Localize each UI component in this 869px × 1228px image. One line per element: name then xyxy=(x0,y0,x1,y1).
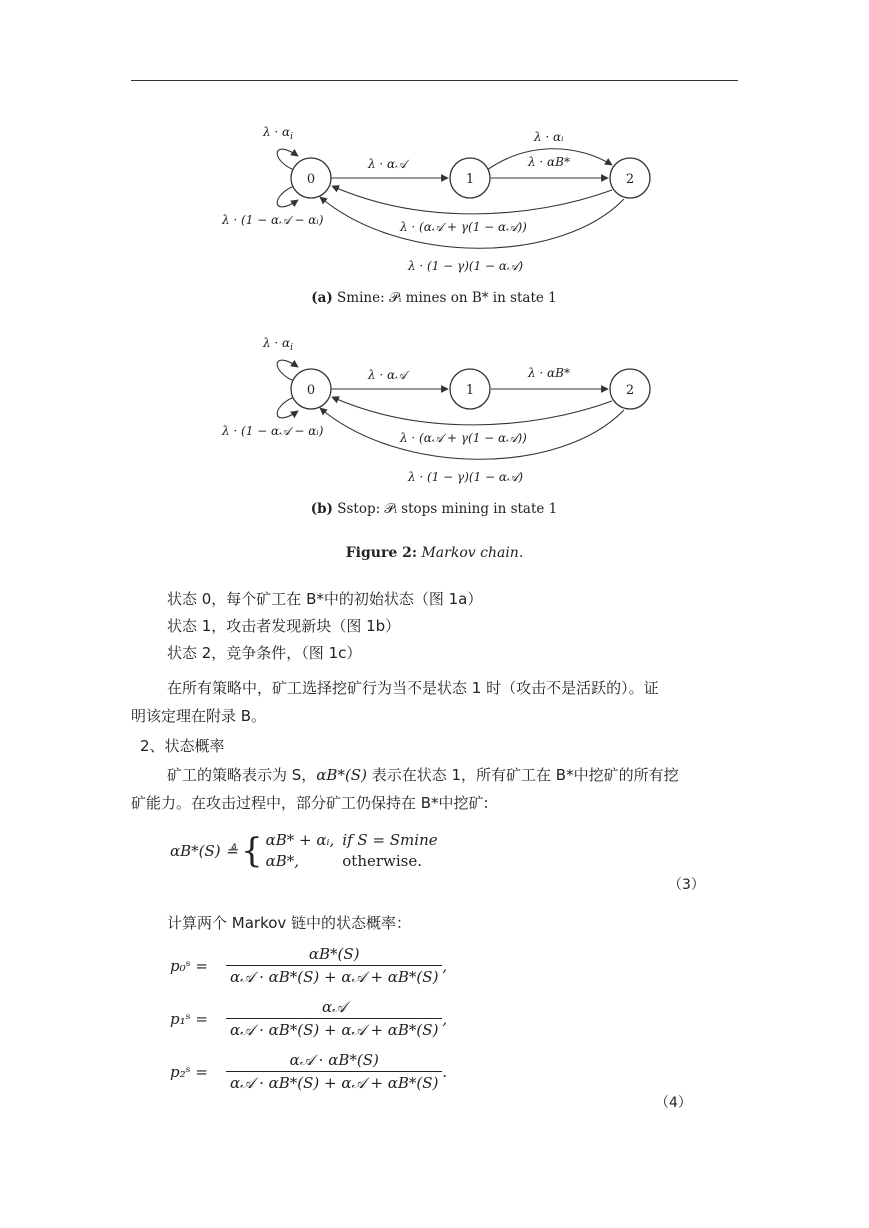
label-edge-2-0-inner-b: λ · (α𝒜 + γ(1 − α𝒜)) xyxy=(400,431,527,445)
paragraph-2-text-b: 表示在状态 1，所有矿工在 B*中挖矿的所有挖 xyxy=(371,766,679,784)
eq4-p0-numerator: αB*(S) xyxy=(226,943,442,966)
eq3-case1-cond: if S = Smine xyxy=(342,831,438,849)
paragraph-3: 计算两个 Markov 链中的状态概率： xyxy=(167,914,412,932)
svg-text:2: 2 xyxy=(625,383,635,398)
svg-text:0: 0 xyxy=(306,172,316,187)
state-0-line: 状态 0，每个矿工在 B*中的初始状态（图 1a） xyxy=(167,590,483,608)
label-edge-1-2-b: λ · αB* xyxy=(528,366,570,380)
equation-3 xyxy=(170,830,446,872)
state-node-1-a xyxy=(450,158,490,198)
state-node-1-b xyxy=(450,369,490,409)
label-self-loop-bottom-a: λ · (1 − α𝒜 − αᵢ) xyxy=(222,213,324,227)
eq4-p0 xyxy=(170,943,447,988)
label-edge-1-2-lower-a: λ · αB* xyxy=(528,155,570,169)
eq4-p2-denominator: α𝒜 · αB*(S) + α𝒜 + αB*(S) xyxy=(230,1074,439,1092)
eq4-p2-lhs: p₂ˢ = xyxy=(170,1062,209,1081)
label-edge-2-0-outer-b: λ · (1 − γ)(1 − α𝒜) xyxy=(408,470,524,484)
caption-b: (b) Sstop: 𝒫ᵢ stops mining in state 1 xyxy=(310,501,558,517)
eq4-p1-end: , xyxy=(442,1009,448,1028)
eq3-cases xyxy=(266,830,446,872)
eq4-p2-end: . xyxy=(442,1062,448,1081)
paragraph-2-line-1 xyxy=(167,762,679,789)
eq3-case2-cond: otherwise. xyxy=(342,852,423,870)
eq4-p1-denominator: α𝒜 · αB*(S) + α𝒜 + αB*(S) xyxy=(230,1021,439,1039)
inline-math-alpha-bs: αB*(S) xyxy=(316,766,367,784)
eq3-brace: { xyxy=(240,831,263,871)
section-heading: 2、状态概率 xyxy=(140,737,225,755)
state-2-line: 状态 2，竞争条件，（图 1c） xyxy=(167,644,362,662)
paragraph-1-line-2: 明该定理在附录 B。 xyxy=(131,707,267,725)
state-node-0-a xyxy=(291,158,331,198)
svg-text:1: 1 xyxy=(465,172,475,187)
label-edge-0-1-b: λ · α𝒜 xyxy=(368,368,407,382)
panel-a xyxy=(221,125,650,306)
svg-text:1: 1 xyxy=(465,383,475,398)
eq4-p1-numerator: α𝒜 xyxy=(226,996,442,1019)
eq4-p0-denominator: α𝒜 · αB*(S) + α𝒜 + αB*(S) xyxy=(230,968,439,986)
state-node-2-b xyxy=(610,369,650,409)
label-edge-2-0-outer-a: λ · (1 − γ)(1 − α𝒜) xyxy=(408,259,524,273)
eq4-p1-lhs: p₁ˢ = xyxy=(170,1009,209,1028)
eq3-case1-expr: αB* + αᵢ, xyxy=(265,831,335,849)
eq4-p2 xyxy=(170,1049,447,1094)
paragraph-2-line-2: 矿能力。在攻击过程中，部分矿工仍保持在 B*中挖矿: xyxy=(131,794,489,812)
label-edge-2-0-inner-a: λ · (α𝒜 + γ(1 − α𝒜)) xyxy=(400,220,527,234)
eq4-p1-fraction xyxy=(226,996,442,1041)
eq3-case2-expr: αB*, xyxy=(265,852,300,870)
state-node-0-b xyxy=(291,369,331,409)
svg-text:0: 0 xyxy=(306,383,316,398)
eq4-p2-numerator: α𝒜 · αB*(S) xyxy=(226,1049,442,1072)
figure-caption: Figure 2: Markov chain. xyxy=(345,545,524,561)
svg-text:2: 2 xyxy=(625,172,635,187)
eq3-lhs: αB*(S) ≜ xyxy=(170,842,238,860)
paragraph-1-line-1: 在所有策略中，矿工选择挖矿行为当不是状态 1 时（攻击不是活跃的）。证 xyxy=(167,679,659,697)
eq3-number: （3） xyxy=(668,877,705,893)
paragraph-2-text-a: 矿工的策略表示为 S， xyxy=(167,766,317,784)
caption-a: (a) Smine: 𝒫ᵢ mines on B* in state 1 xyxy=(311,290,557,306)
eq4-p1 xyxy=(170,996,447,1041)
label-edge-0-1-a: λ · α𝒜 xyxy=(368,157,407,171)
label-edge-1-2-upper-a: λ · αᵢ xyxy=(534,130,564,144)
label-self-loop-bottom-b: λ · (1 − α𝒜 − αᵢ) xyxy=(222,424,324,438)
eq4-p2-fraction xyxy=(226,1049,442,1094)
state-1-line: 状态 1，攻击者发现新块（图 1b） xyxy=(167,617,401,635)
eq4-p0-lhs: p₀ˢ = xyxy=(170,956,209,975)
state-node-2-a xyxy=(610,158,650,198)
label-self-loop-top-a: $\lambda \cdot \alpha_i$ xyxy=(263,125,294,142)
eq4-number: （4） xyxy=(655,1095,692,1111)
eq4-p0-fraction xyxy=(226,943,442,988)
eq4-p0-end: , xyxy=(442,956,448,975)
label-self-loop-top-b: $\lambda \cdot \alpha_i$ xyxy=(263,336,294,353)
panel-b xyxy=(221,336,650,517)
markov-chain-figure xyxy=(0,0,869,560)
